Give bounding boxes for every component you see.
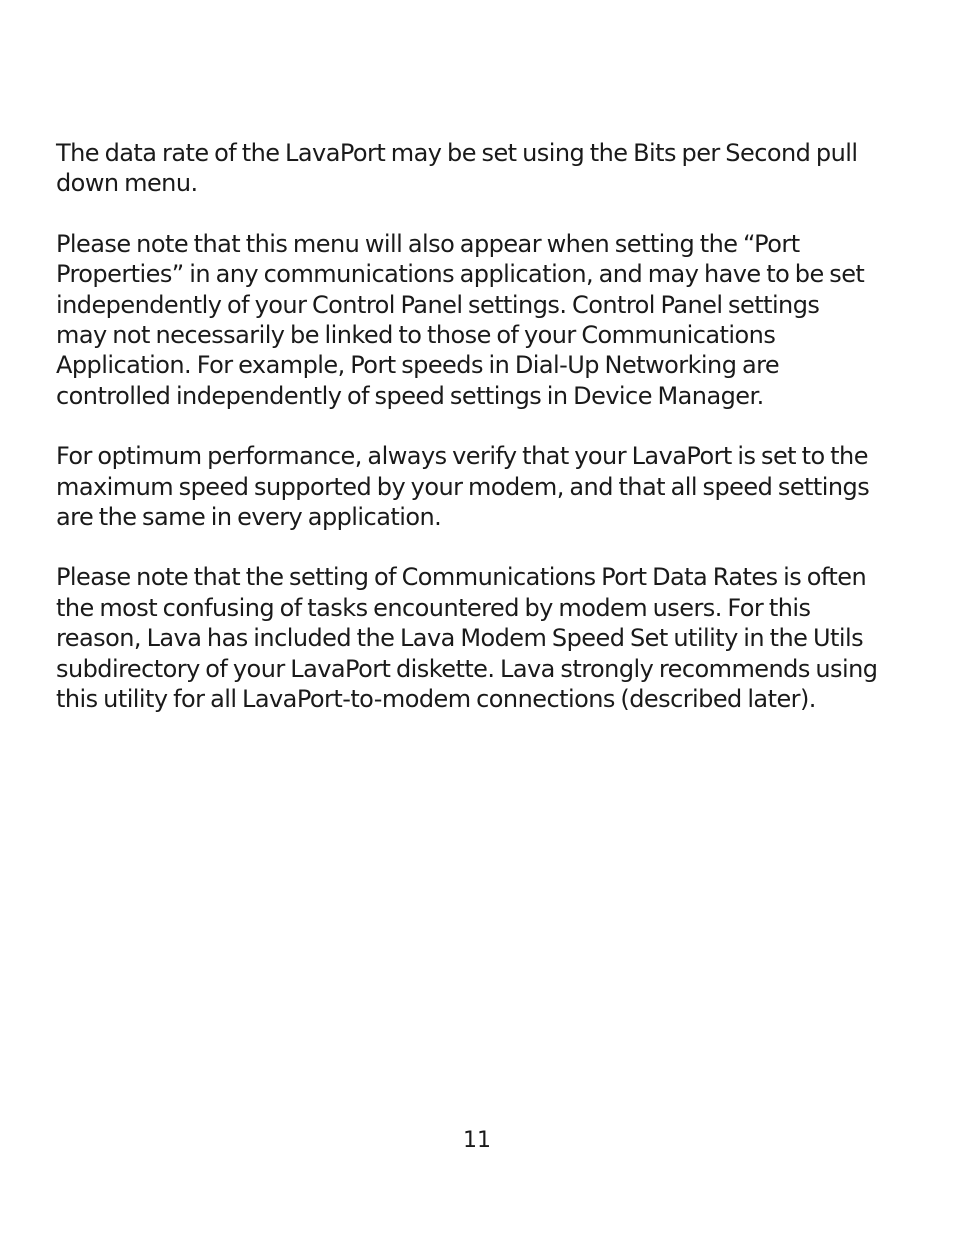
text-line: the most confusing of tasks encountered by modem users. For this: [56, 593, 811, 622]
text-line: The data rate of the LavaPort may be set using the Bits per Second pull: [56, 139, 858, 167]
text-line: For optimum performance, always verify that your LavaPort is set to the: [56, 442, 868, 471]
paragraph-speed-set-utility: [56, 562, 906, 714]
text-line: independently of your Control Panel settings. Control Panel settings: [56, 290, 820, 319]
text-line: may not necessarily be linked to those of your Communications: [56, 321, 776, 350]
page-number: 11: [463, 1128, 491, 1153]
paragraph-port-properties: [56, 229, 906, 411]
paragraph-optimum-performance: [56, 441, 906, 532]
text-line: subdirectory of your LavaPort diskette. Lava strongly recommends using: [56, 654, 878, 683]
text-line: controlled independently of speed settings in Device Manager.: [56, 381, 764, 410]
text-line: down menu.: [56, 169, 198, 198]
text-line: maximum speed supported by your modem, and that all speed settings: [56, 472, 870, 501]
page-body: [56, 138, 906, 745]
text-line: Properties” in any communications application, and may have to be set: [56, 260, 865, 289]
text-line: are the same in every application.: [56, 503, 442, 532]
text-line: Please note that this menu will also appear when setting the “Port: [56, 229, 800, 258]
text-line: reason, Lava has included the Lava Modem Speed Set utility in the Utils: [56, 624, 864, 653]
text-line: Application. For example, Port speeds in Dial-Up Networking are: [56, 351, 780, 380]
text-line: this utility for all LavaPort-to-modem connections (described later).: [56, 685, 816, 714]
paragraph-data-rate: [56, 138, 906, 199]
text-line: Please note that the setting of Communications Port Data Rates is often: [56, 563, 867, 592]
